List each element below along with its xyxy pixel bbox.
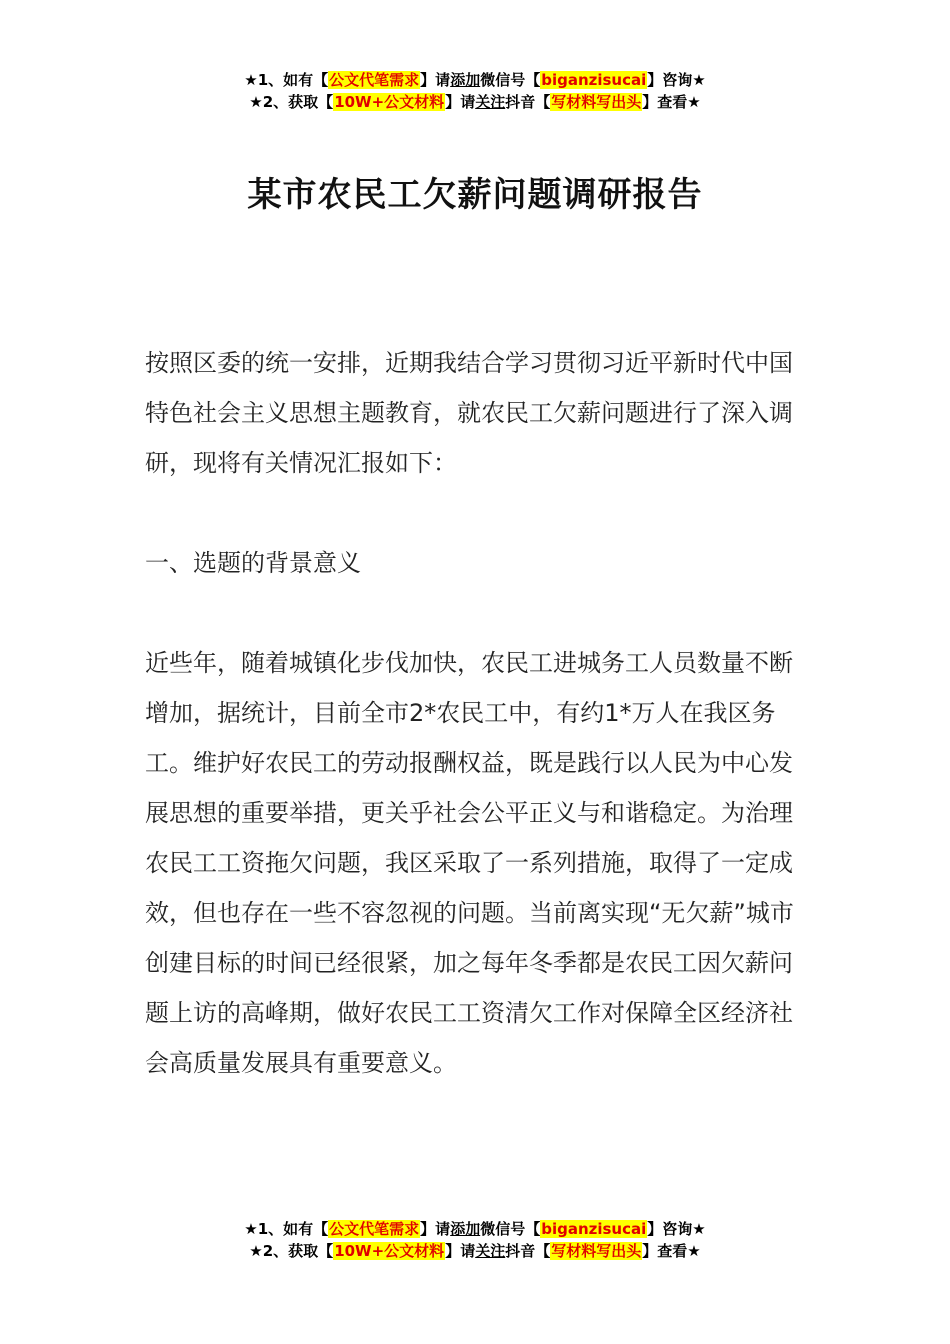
section-paragraph: 近些年，随着城镇化步伐加快，农民工进城务工人员数量不断增加，据统计，目前全市2*农民工中，有约1*万人在我区务工。维护好农民工的劳动报酬权益，既是践行以人民为中心发展思想的重要举措，更关乎社会公平正义与和谐稳定。为治理农民工工资拖欠问题，我区采取了一系列措施，取得了一定成效，但也存在一些不容忽视的问题。当前离实现“无欠薪”城市创建目标的时间已经很紧，加之每年冬季都是农民工因欠薪问题上访的高峰期，做好农民工工资清欠工作对保障全区经济社会高质量发展具有重要意义。 (145, 649, 794, 1077)
banner-line-1: ★1、如有【公文代笔需求】请添加微信号【biganzisucai】咨询★ (244, 71, 706, 89)
underlined-text: 添加 (450, 1220, 481, 1238)
star-icon: ★ (244, 1220, 258, 1238)
highlight-text: 公文代笔需求 (329, 71, 420, 89)
underlined-text: 关注 (475, 1242, 506, 1260)
highlight-text: 10W+公文材料 (334, 1242, 445, 1260)
banner-line-2: ★2、获取【10W+公文材料】请关注抖音【写材料写出头】查看★ (249, 93, 701, 111)
underlined-text: 添加 (450, 71, 481, 89)
intro-paragraph: 按照区委的统一安排，近期我结合学习贯彻习近平新时代中国特色社会主义思想主题教育，就农民工欠薪问题进行了深入调研，现将有关情况汇报如下： (145, 349, 793, 477)
document-title: 某市农民工欠薪问题调研报告 (247, 174, 703, 215)
wechat-id: biganzisucai (541, 1220, 647, 1238)
douyin-account: 写材料写出头 (551, 1242, 642, 1260)
banner-line-1: ★1、如有【公文代笔需求】请添加微信号【biganzisucai】咨询★ (244, 1220, 706, 1238)
star-icon: ★ (249, 93, 263, 111)
douyin-account: 写材料写出头 (551, 93, 642, 111)
star-icon: ★ (244, 71, 258, 89)
header-banner (0, 69, 950, 113)
highlight-text: 10W+公文材料 (334, 93, 445, 111)
highlight-text: 公文代笔需求 (329, 1220, 420, 1238)
banner-line-2: ★2、获取【10W+公文材料】请关注抖音【写材料写出头】查看★ (249, 1242, 701, 1260)
star-icon: ★ (249, 1242, 263, 1260)
underlined-text: 关注 (475, 93, 506, 111)
footer-banner (0, 1218, 950, 1262)
wechat-id: biganzisucai (541, 71, 647, 89)
section-heading: 一、选题的背景意义 (145, 549, 361, 577)
